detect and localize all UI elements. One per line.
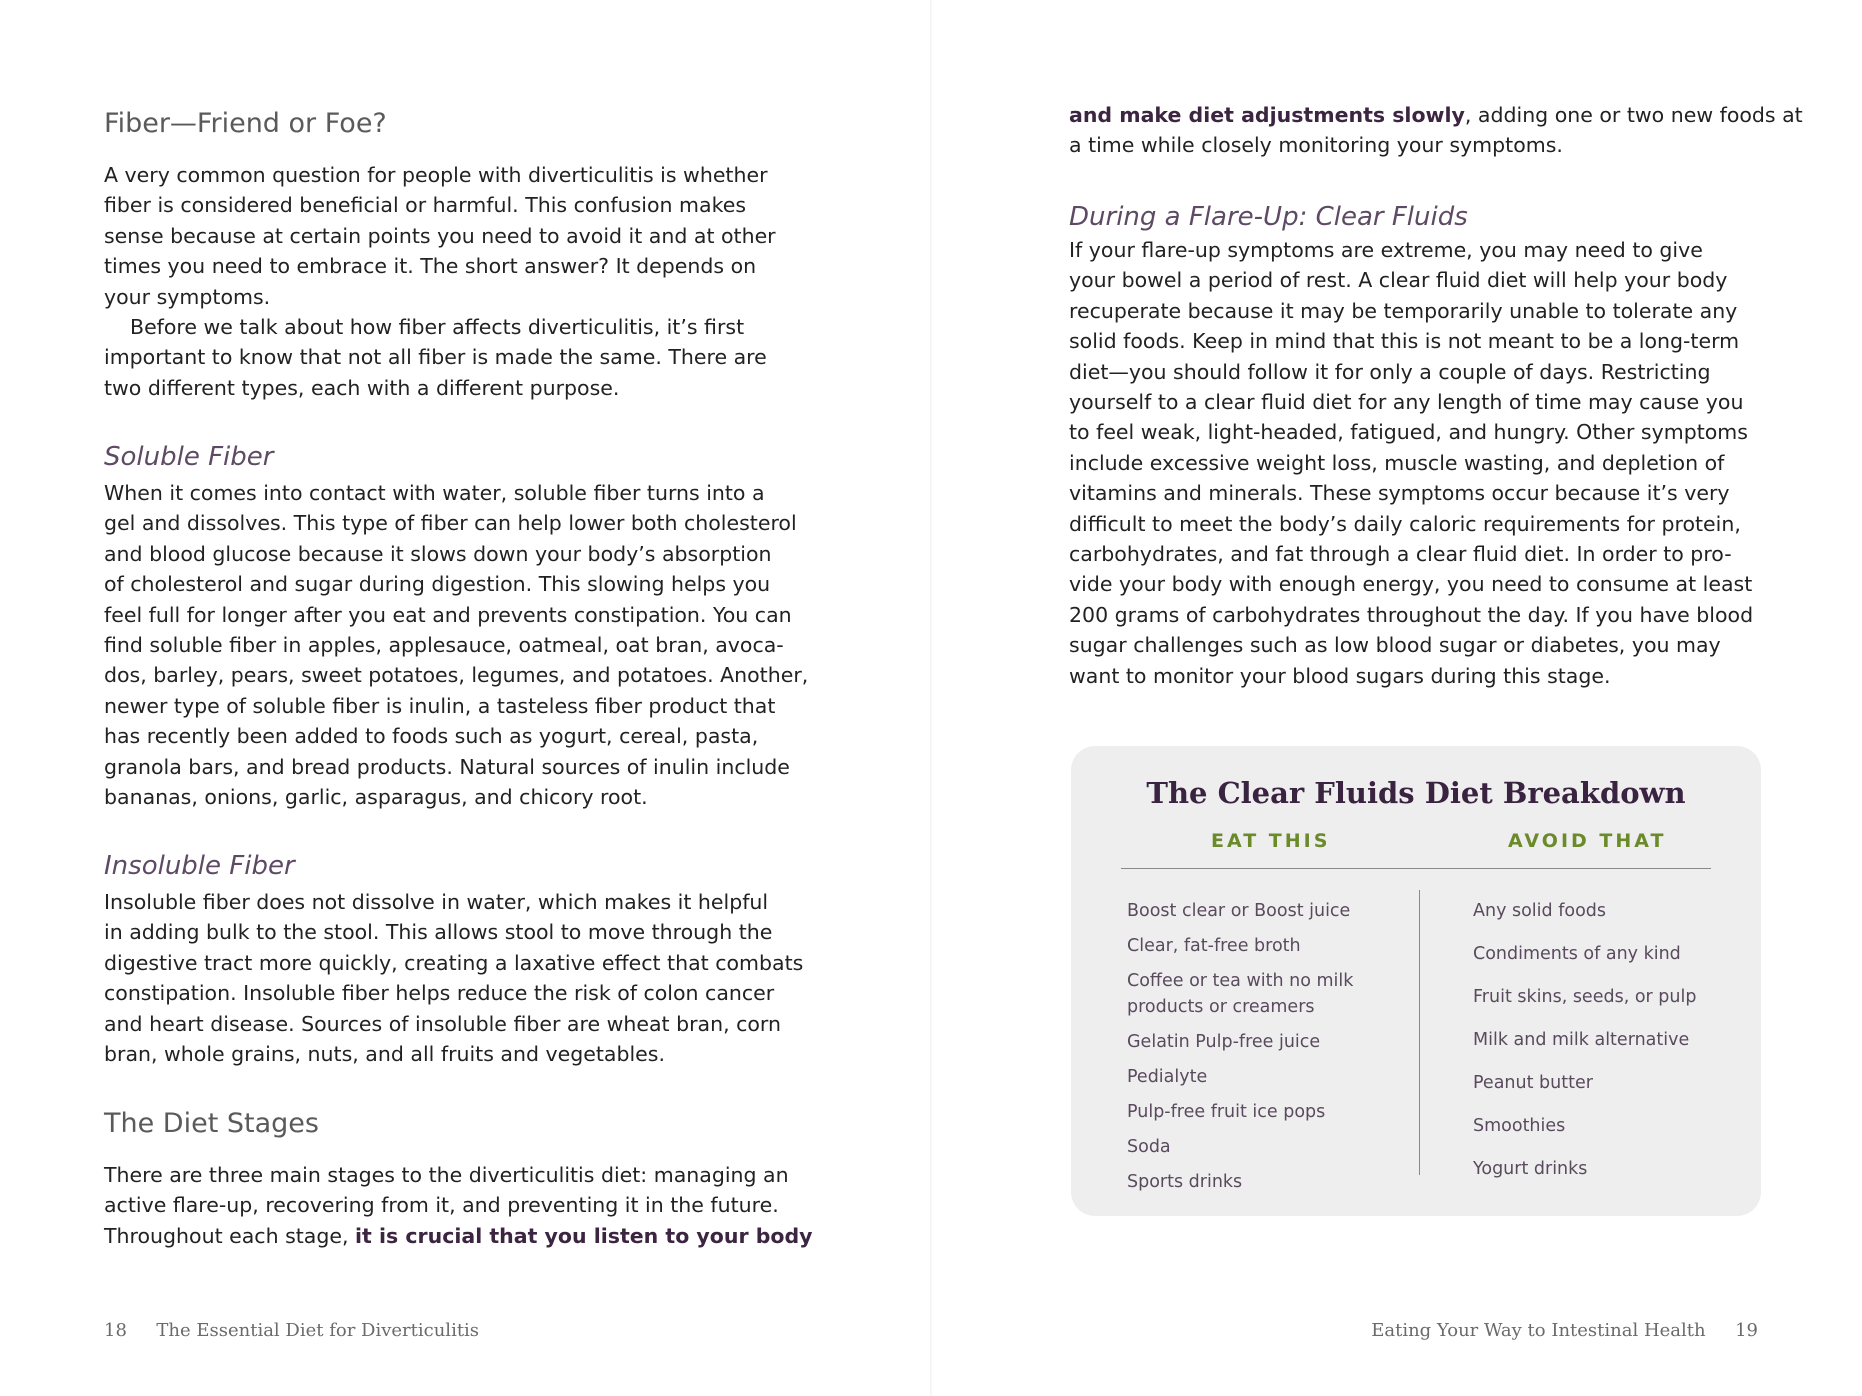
column-divider (1419, 890, 1420, 1175)
text-line: bran, whole grains, nuts, and all fruits and vegetables. (104, 1042, 665, 1067)
box-title: The Clear Fluids Diet Breakdown (1146, 776, 1686, 810)
list-item: Pedialyte (1127, 1067, 1208, 1087)
text-line: sense because at certain points you need to avoid it and at other (104, 223, 776, 248)
paragraph-fiber-intro (104, 160, 776, 403)
header-divider (1121, 868, 1711, 869)
text-line: dos, barley, pears, sweet potatoes, legumes, and potatoes. Another, (104, 663, 809, 688)
list-item: Boost clear or Boost juice (1127, 901, 1351, 921)
list-item: Fruit skins, seeds, or pulp (1473, 987, 1697, 1007)
text-line: difficult to meet the body’s daily caloric requirements for protein, (1069, 511, 1741, 536)
text-line: vide your body with enough energy, you need to consume at least (1069, 572, 1753, 597)
text-line: want to monitor your blood sugars during this stage. (1069, 663, 1611, 688)
list-item: Peanut butter (1473, 1073, 1593, 1093)
heading-fiber-friend-or-foe: Fiber—Friend or Foe? (104, 108, 387, 139)
text-line: and blood glucose because it slows down your body’s absorption (104, 541, 772, 566)
text-line: active flare-up, recovering from it, and preventing it in the future. (104, 1193, 779, 1218)
text-line: granola bars, and bread products. Natural sources of inulin include (104, 754, 790, 779)
clear-fluids-sidebar-box (1071, 746, 1761, 1216)
text-line: Before we talk about how fiber affects diverticulitis, it’s first (130, 315, 745, 340)
text-line: vitamins and minerals. These symptoms occur because it’s very (1069, 481, 1730, 506)
footer-left (104, 1320, 479, 1341)
text-line: Throughout each stage, (104, 1223, 356, 1248)
text-line: When it comes into contact with water, soluble fiber turns into a (104, 481, 765, 505)
paragraph-continuation (1069, 100, 1803, 161)
list-item: Pulp-free fruit ice pops (1127, 1102, 1326, 1122)
text-line: bananas, onions, garlic, asparagus, and chicory root. (104, 785, 648, 810)
text-line: your symptoms. (104, 284, 271, 309)
text-line: a time while closely monitoring your symptoms. (1069, 133, 1563, 158)
subhead-flare-up: During a Flare-Up: Clear Fluids (1069, 202, 1468, 232)
text-line: times you need to embrace it. The short answer? It depends on (104, 254, 757, 279)
emphasis-listen-to-body: it is crucial that you listen to your body (355, 1223, 813, 1248)
subhead-insoluble-fiber: Insoluble Fiber (104, 851, 295, 881)
footer-right (1371, 1320, 1758, 1341)
text-line: diet—you should follow it for only a couple of days. Restricting (1069, 359, 1711, 384)
text-line: has recently been added to foods such as yogurt, cereal, pasta, (104, 724, 759, 749)
list-item: Any solid foods (1473, 901, 1607, 921)
text-line: and heart disease. Sources of insoluble fiber are wheat bran, corn (104, 1011, 781, 1036)
text-line: your bowel a period of rest. A clear fluid diet will help your body (1069, 268, 1728, 293)
list-item: Sports drinks (1127, 1172, 1243, 1192)
text-line: carbohydrates, and fat through a clear fluid diet. In order to pro- (1069, 542, 1732, 567)
paragraph-soluble-fiber (104, 478, 808, 812)
text-line: in adding bulk to the stool. This allows stool to move through the (104, 920, 773, 945)
list-item: Condiments of any kind (1473, 944, 1681, 964)
text-line: gel and dissolves. This type of fiber can help lower both cholesterol (104, 511, 797, 536)
list-item: Yogurt drinks (1473, 1159, 1588, 1179)
text-line: of cholesterol and sugar during digestion. This slowing helps you (104, 572, 771, 597)
text-line: find soluble fiber in apples, applesauce, oatmeal, oat bran, avoca- (104, 633, 784, 658)
list-item: Smoothies (1473, 1116, 1566, 1136)
list-item: Milk and milk alternative (1473, 1030, 1690, 1050)
text-line: to feel weak, light-headed, fatigued, and hungry. Other symptoms (1069, 420, 1748, 445)
text-line: solid foods. Keep in mind that this is not meant to be a long-term (1069, 329, 1740, 354)
paragraph-insoluble-fiber (104, 887, 803, 1069)
eat-this-heading: EAT THIS (1211, 830, 1331, 852)
text-line: newer type of soluble fiber is inulin, a tasteless fiber product that (104, 693, 776, 718)
list-item: Soda (1127, 1137, 1171, 1157)
running-title: Eating Your Way to Intestinal Health (1371, 1320, 1706, 1341)
list-item: Clear, fat-free broth (1127, 936, 1301, 956)
emphasis-adjust-slowly: and make diet adjustments slowly (1069, 103, 1465, 127)
text-line: sugar challenges such as low blood sugar or diabetes, you may (1069, 633, 1721, 658)
list-item: Gelatin Pulp-free juice (1127, 1032, 1321, 1052)
text-line: Insoluble fiber does not dissolve in water, which makes it helpful (104, 890, 769, 914)
text-line: yourself to a clear fluid diet for any length of time may cause you (1069, 390, 1744, 415)
text-line: fiber is considered beneficial or harmful. This confusion makes (104, 193, 747, 218)
paragraph-diet-stages (104, 1160, 813, 1251)
text-line: If your flare-up symptoms are extreme, you may need to give (1069, 238, 1703, 262)
paragraph-flare-up (1069, 235, 1753, 691)
running-title: The Essential Diet for Diverticulitis (156, 1320, 480, 1341)
eat-this-list (1127, 898, 1353, 1195)
subhead-soluble-fiber: Soluble Fiber (104, 442, 274, 472)
text-line: include excessive weight loss, muscle wasting, and depletion of (1069, 450, 1725, 475)
text-line: 200 grams of carbohydrates throughout the day. If you have blood (1069, 602, 1754, 627)
list-item: Coffee or tea with no milk (1127, 971, 1354, 991)
heading-diet-stages: The Diet Stages (104, 1108, 319, 1139)
text-line: feel full for longer after you eat and prevents constipation. You can (104, 602, 792, 627)
text-line: recuperate because it may be temporarily unable to tolerate any (1069, 298, 1738, 323)
avoid-that-heading: AVOID THAT (1508, 830, 1667, 852)
right-page (931, 0, 1862, 1396)
text-line: A very common question for people with diverticulitis is whether (104, 163, 768, 187)
text-line: digestive tract more quickly, creating a laxative effect that combats (104, 950, 804, 975)
avoid-that-list (1473, 898, 1696, 1182)
page-number: 18 (104, 1320, 127, 1341)
page-number: 19 (1735, 1320, 1758, 1341)
list-item: products or creamers (1127, 997, 1315, 1017)
text-line: , adding one or two new foods at (1464, 103, 1803, 127)
text-line: two different types, each with a different purpose. (104, 375, 620, 400)
text-line: constipation. Insoluble fiber helps reduce the risk of colon cancer (104, 981, 775, 1006)
text-line: important to know that not all fiber is made the same. There are (104, 345, 767, 370)
text-line: There are three main stages to the diverticulitis diet: managing an (104, 1163, 789, 1187)
